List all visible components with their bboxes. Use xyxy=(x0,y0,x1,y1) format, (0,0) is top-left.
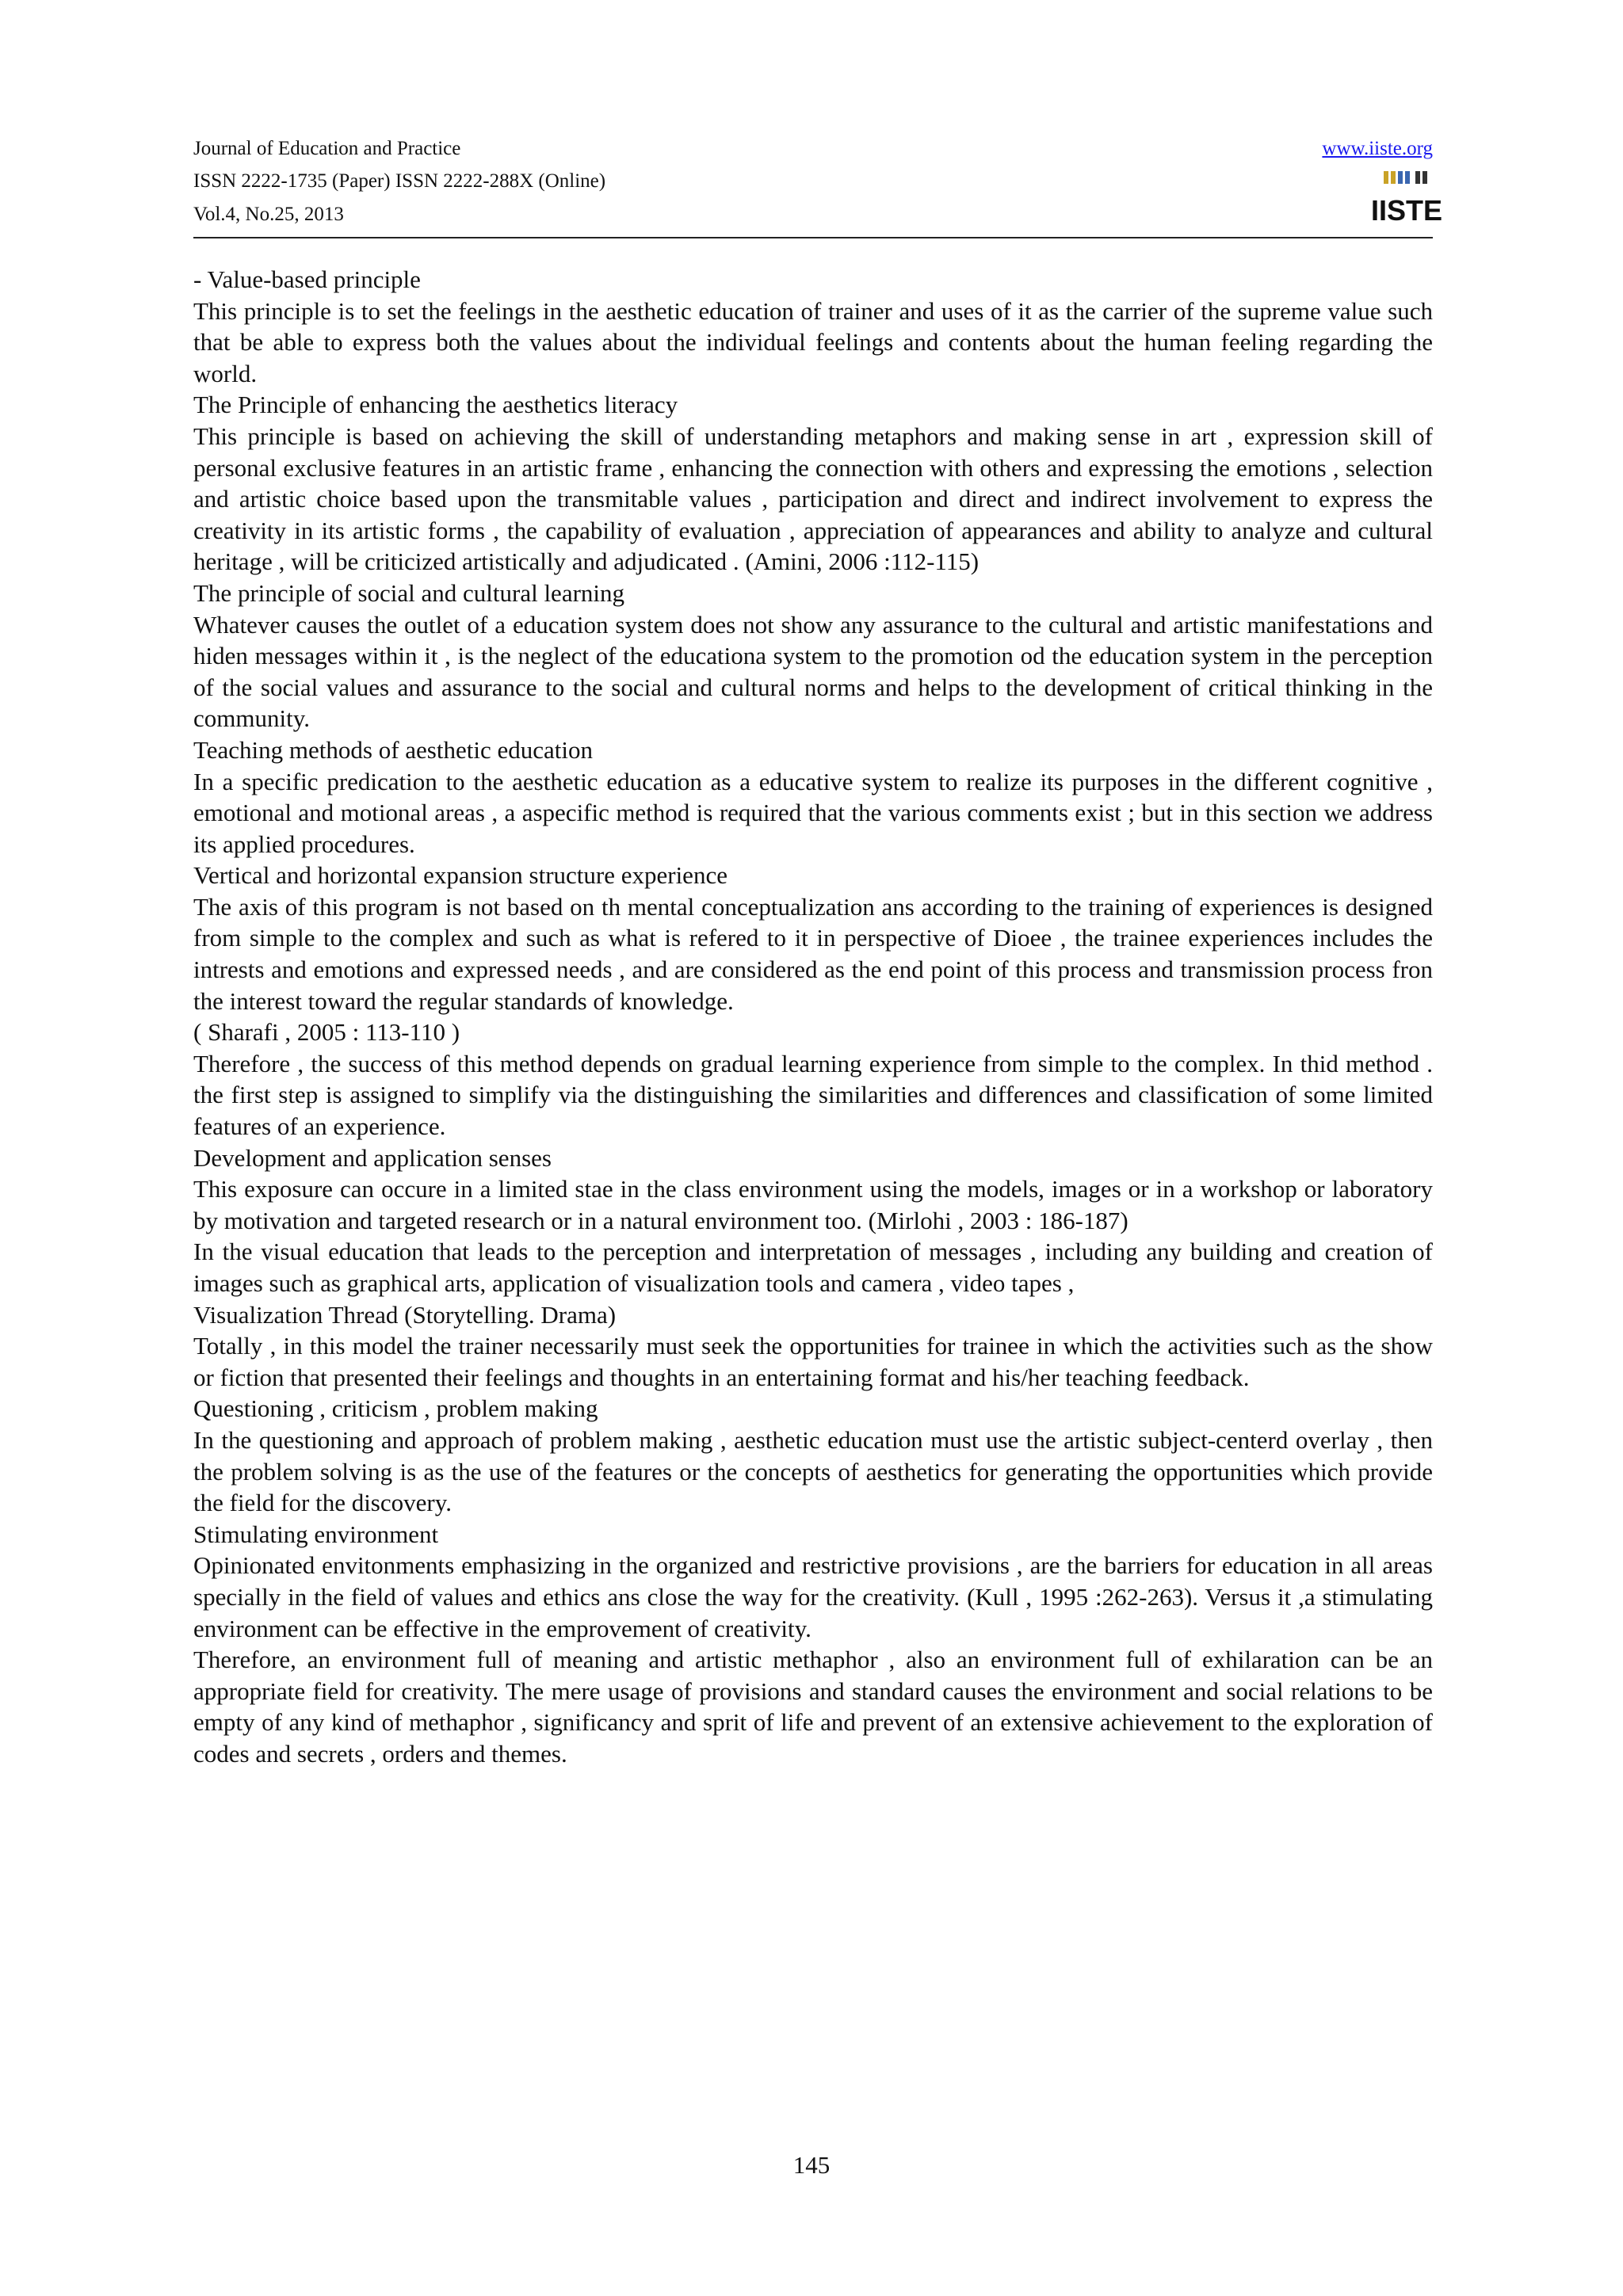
body-paragraph: Whatever causes the outlet of a education system does not show any assurance to the cultural and artistic manifestations and hiden messages within it , is the neglect of the educationa system to the promotion od the education system in the perception of the social values and assurance to the social and cultural norms and helps to the development of critical thinking in the community. xyxy=(193,610,1433,733)
journal-website-link[interactable]: www.iiste.org xyxy=(1322,138,1433,159)
body-paragraph: In a specific predication to the aesthetic education as a educative system to realize its purposes in the different cognitive , emotional and motional areas , a aspecific method is required that the various comments exist ; but in this section we address its applied procedures. xyxy=(193,767,1433,858)
body-paragraph: Therefore , the success of this method depends on gradual learning experience from simple to the complex. In thid method . the first step is assigned to simplify via the distinguishing the similarities and differences and classification of some limited features of an experience. xyxy=(193,1049,1433,1141)
page-number: 145 xyxy=(792,2151,831,2179)
journal-volume: Vol.4, No.25, 2013 xyxy=(193,204,344,225)
section-heading-expansion-structure: Vertical and horizontal expansion structure experience xyxy=(193,861,727,890)
logo-lettering: IISTE xyxy=(1370,194,1443,227)
journal-title: Journal of Education and Practice xyxy=(193,138,461,159)
citation-line: ( Sharafi , 2005 : 113-110 ) xyxy=(193,1018,460,1047)
section-heading-teaching-methods: Teaching methods of aesthetic education xyxy=(193,735,593,764)
section-heading-stimulating-environment: Stimulating environment xyxy=(193,1520,439,1548)
body-paragraph: In the questioning and approach of problem making , aesthetic education must use the artistic subject-centerd overlay , then the problem solving is as the use of the features or the concepts of aesthetics for generating the opportunities which provide the field for the discovery. xyxy=(193,1425,1433,1517)
section-heading-questioning: Questioning , criticism , problem making xyxy=(193,1394,598,1423)
article-body xyxy=(193,264,1433,1770)
journal-header xyxy=(193,135,1443,238)
body-paragraph: This principle is based on achieving the skill of understanding metaphors and making sense in art , expression skill of personal exclusive features in an artistic frame , enhancing the connection with others and expressing the emotions , selection and artistic choice based upon the transmitable values , participation and direct and indirect involvement to express the creativity in its artistic forms , the capability of evaluation , appreciation of appearances and ability to analyze and cultural heritage , will be criticized artistically and adjudicated . (Amini, 2006 :112-115) xyxy=(193,421,1433,576)
body-paragraph: Therefore, an environment full of meaning and artistic methaphor , also an environment full of exhilaration can be an appropriate field for creativity. The mere usage of provisions and standard causes the environment and social relations to be empty of any kind of methaphor , significancy and sprit of life and prevent of an extensive achievement to the exploration of codes and secrets , orders and themes. xyxy=(193,1646,1433,1768)
body-paragraph: In the visual education that leads to the perception and interpretation of messages , including any building and creation of images such as graphical arts, application of visualization tools and camera , video tapes , xyxy=(193,1238,1433,1297)
section-heading-visualization-thread: Visualization Thread (Storytelling. Drama) xyxy=(193,1300,617,1329)
iiste-logo xyxy=(1370,170,1443,227)
journal-issn: ISSN 2222-1735 (Paper) ISSN 2222-288X (Online) xyxy=(193,170,606,192)
header-divider xyxy=(193,237,1433,238)
body-paragraph: Totally , in this model the trainer necessarily must seek the opportunities for trainee in which the activities such as the show or fiction that presented their feelings and thoughts in an entertaining format and his/her teaching feedback. xyxy=(193,1332,1433,1391)
section-heading-development-senses: Development and application senses xyxy=(193,1143,552,1172)
section-heading-social-cultural-learning: The principle of social and cultural learning xyxy=(193,578,625,607)
body-paragraph: The axis of this program is not based on th mental conceptualization ans according to the training of experiences is designed from simple to the complex and such as what is refered to it in perspective of Dioee , the trainee experiences includes the intrests and emotions and expressed needs , and are considered as the end point of this process and transmission process fron the interest toward the regular standards of knowledge. xyxy=(193,892,1433,1015)
body-paragraph: This principle is to set the feelings in the aesthetic education of trainer and uses of it as the carrier of the supreme value such that be able to express both the values about the individual feelings and contents about the human feeling regarding the world. xyxy=(193,296,1433,387)
section-heading-aesthetics-literacy: The Principle of enhancing the aesthetics literacy xyxy=(193,391,678,419)
body-paragraph: This exposure can occure in a limited stae in the class environment using the models, images or in a workshop or laboratory by motivation and targeted research or in a natural environment too. (Mirlohi , 2003 : 186-187) xyxy=(193,1175,1433,1234)
section-heading-value-based: - Value-based principle xyxy=(193,265,421,293)
body-paragraph: Opinionated envitonments emphasizing in the organized and restrictive provisions , are the barriers for education in all areas specially in the field of values and ethics ans close the way for the creativity. (Kull , 1995 :262-263). Versus it ,a stimulating environment can be effective in the emprovement of creativity. xyxy=(193,1551,1433,1642)
